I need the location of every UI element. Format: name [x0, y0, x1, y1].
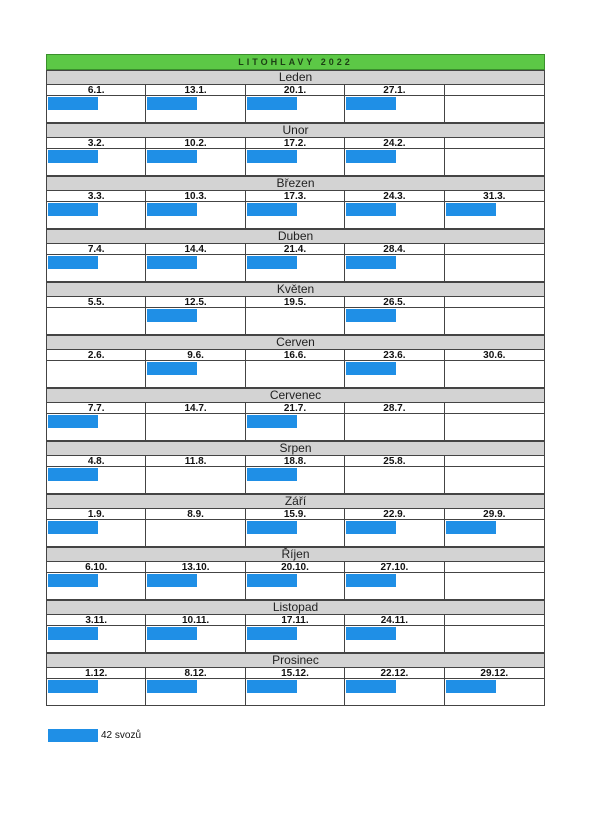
mark-cell	[345, 414, 444, 441]
collection-mark	[147, 309, 197, 322]
mark-cell	[47, 202, 146, 229]
collection-mark	[247, 256, 297, 269]
mark-row	[47, 679, 544, 706]
mark-row	[47, 361, 544, 388]
date-cell	[445, 85, 544, 96]
date-row	[47, 138, 544, 149]
legend-label: 42 svozů	[101, 730, 142, 741]
collection-mark	[446, 203, 496, 216]
date-cell	[445, 244, 544, 255]
mark-cell	[146, 520, 245, 547]
collection-mark	[147, 680, 197, 693]
collection-mark	[247, 680, 297, 693]
mark-cell	[47, 149, 146, 176]
month-name: Cervenec	[47, 388, 544, 403]
mark-cell	[146, 149, 245, 176]
mark-cell	[246, 573, 345, 600]
mark-row	[47, 520, 544, 547]
month-name: Březen	[47, 176, 544, 191]
date-row	[47, 562, 544, 573]
mark-row	[47, 308, 544, 335]
month-name: Září	[47, 494, 544, 509]
date-cell: 2.6.	[47, 350, 146, 361]
month-block	[46, 229, 545, 282]
month-name: Listopad	[47, 600, 544, 615]
mark-cell	[445, 679, 544, 706]
mark-row	[47, 573, 544, 600]
month-block	[46, 282, 545, 335]
month-block	[46, 123, 545, 176]
mark-cell	[345, 679, 444, 706]
legend	[48, 729, 141, 742]
mark-cell	[445, 255, 544, 282]
mark-row	[47, 467, 544, 494]
mark-cell	[345, 149, 444, 176]
schedule-title: LITOHLAVY 2022	[46, 54, 545, 70]
month-name: Leden	[47, 70, 544, 85]
mark-cell	[246, 255, 345, 282]
mark-cell	[445, 520, 544, 547]
mark-cell	[246, 414, 345, 441]
date-cell: 18.8.	[246, 456, 345, 467]
mark-cell	[47, 520, 146, 547]
date-cell: 24.2.	[345, 138, 444, 149]
date-row	[47, 244, 544, 255]
collection-mark	[147, 256, 197, 269]
date-cell: 8.12.	[146, 668, 245, 679]
collection-mark	[346, 627, 396, 640]
mark-cell	[146, 255, 245, 282]
collection-mark	[247, 468, 297, 481]
mark-cell	[47, 308, 146, 335]
date-cell: 12.5.	[146, 297, 245, 308]
date-cell: 15.9.	[246, 509, 345, 520]
collection-mark	[247, 97, 297, 110]
date-cell: 26.5.	[345, 297, 444, 308]
mark-cell	[246, 626, 345, 653]
mark-cell	[445, 96, 544, 123]
date-cell: 28.4.	[345, 244, 444, 255]
date-row	[47, 456, 544, 467]
date-cell: 8.9.	[146, 509, 245, 520]
mark-cell	[345, 626, 444, 653]
collection-mark	[247, 150, 297, 163]
mark-cell	[246, 679, 345, 706]
date-row	[47, 668, 544, 679]
date-cell: 7.7.	[47, 403, 146, 414]
date-cell: 3.11.	[47, 615, 146, 626]
mark-cell	[445, 202, 544, 229]
date-cell: 24.11.	[345, 615, 444, 626]
mark-cell	[345, 467, 444, 494]
mark-cell	[47, 679, 146, 706]
collection-mark	[346, 521, 396, 534]
legend-swatch	[48, 729, 98, 742]
collection-mark	[346, 362, 396, 375]
collection-mark	[446, 680, 496, 693]
month-name: Cerven	[47, 335, 544, 350]
collection-mark	[346, 680, 396, 693]
date-row	[47, 85, 544, 96]
collection-mark	[147, 97, 197, 110]
date-cell: 7.4.	[47, 244, 146, 255]
mark-cell	[47, 361, 146, 388]
month-name: Prosinec	[47, 653, 544, 668]
collection-mark	[48, 468, 98, 481]
mark-row	[47, 149, 544, 176]
date-cell: 21.4.	[246, 244, 345, 255]
mark-row	[47, 202, 544, 229]
mark-cell	[246, 202, 345, 229]
month-block	[46, 441, 545, 494]
date-cell: 27.1.	[345, 85, 444, 96]
date-row	[47, 191, 544, 202]
date-row	[47, 509, 544, 520]
date-cell: 25.8.	[345, 456, 444, 467]
date-row	[47, 350, 544, 361]
mark-row	[47, 96, 544, 123]
month-block	[46, 335, 545, 388]
mark-cell	[47, 573, 146, 600]
collection-mark	[247, 627, 297, 640]
date-row	[47, 615, 544, 626]
collection-mark	[247, 203, 297, 216]
collection-mark	[346, 150, 396, 163]
mark-cell	[445, 467, 544, 494]
collection-mark	[346, 203, 396, 216]
months-container	[46, 70, 545, 706]
mark-cell	[47, 467, 146, 494]
mark-cell	[246, 96, 345, 123]
date-cell: 20.10.	[246, 562, 345, 573]
date-cell: 5.5.	[47, 297, 146, 308]
mark-cell	[345, 202, 444, 229]
date-cell: 13.10.	[146, 562, 245, 573]
mark-row	[47, 255, 544, 282]
collection-mark	[346, 574, 396, 587]
date-cell: 29.9.	[445, 509, 544, 520]
month-name: Říjen	[47, 547, 544, 562]
date-cell: 22.12.	[345, 668, 444, 679]
date-cell: 19.5.	[246, 297, 345, 308]
mark-cell	[246, 361, 345, 388]
mark-cell	[345, 361, 444, 388]
mark-cell	[146, 573, 245, 600]
mark-cell	[445, 308, 544, 335]
mark-cell	[445, 414, 544, 441]
mark-cell	[345, 255, 444, 282]
date-cell: 10.2.	[146, 138, 245, 149]
date-cell: 17.2.	[246, 138, 345, 149]
mark-cell	[445, 149, 544, 176]
mark-cell	[445, 361, 544, 388]
date-row	[47, 403, 544, 414]
date-row	[47, 297, 544, 308]
date-cell	[445, 403, 544, 414]
month-block	[46, 70, 545, 123]
mark-cell	[246, 308, 345, 335]
collection-mark	[446, 521, 496, 534]
mark-cell	[146, 96, 245, 123]
date-cell: 13.1.	[146, 85, 245, 96]
mark-cell	[246, 149, 345, 176]
mark-row	[47, 414, 544, 441]
mark-cell	[345, 308, 444, 335]
mark-cell	[47, 626, 146, 653]
schedule-sheet	[46, 54, 545, 706]
collection-mark	[346, 97, 396, 110]
mark-cell	[47, 414, 146, 441]
collection-mark	[48, 574, 98, 587]
date-cell: 11.8.	[146, 456, 245, 467]
mark-row	[47, 626, 544, 653]
date-cell: 1.9.	[47, 509, 146, 520]
mark-cell	[345, 573, 444, 600]
date-cell: 6.10.	[47, 562, 146, 573]
date-cell: 28.7.	[345, 403, 444, 414]
mark-cell	[345, 96, 444, 123]
month-block	[46, 547, 545, 600]
collection-mark	[48, 521, 98, 534]
collection-mark	[48, 203, 98, 216]
date-cell: 30.6.	[445, 350, 544, 361]
date-cell: 1.12.	[47, 668, 146, 679]
date-cell	[445, 615, 544, 626]
mark-cell	[146, 202, 245, 229]
date-cell: 6.1.	[47, 85, 146, 96]
date-cell: 10.11.	[146, 615, 245, 626]
mark-cell	[146, 308, 245, 335]
collection-mark	[48, 256, 98, 269]
mark-cell	[47, 255, 146, 282]
collection-mark	[147, 627, 197, 640]
date-cell: 3.3.	[47, 191, 146, 202]
mark-cell	[146, 467, 245, 494]
mark-cell	[246, 467, 345, 494]
mark-cell	[146, 679, 245, 706]
date-cell: 24.3.	[345, 191, 444, 202]
collection-mark	[48, 415, 98, 428]
date-cell: 10.3.	[146, 191, 245, 202]
date-cell: 14.7.	[146, 403, 245, 414]
date-cell: 27.10.	[345, 562, 444, 573]
date-cell: 3.2.	[47, 138, 146, 149]
collection-mark	[346, 309, 396, 322]
mark-cell	[146, 626, 245, 653]
mark-cell	[146, 414, 245, 441]
date-cell	[445, 456, 544, 467]
date-cell: 14.4.	[146, 244, 245, 255]
month-name: Duben	[47, 229, 544, 244]
date-cell: 16.6.	[246, 350, 345, 361]
month-name: Květen	[47, 282, 544, 297]
mark-cell	[445, 573, 544, 600]
month-block	[46, 653, 545, 706]
collection-mark	[48, 627, 98, 640]
date-cell: 17.11.	[246, 615, 345, 626]
collection-mark	[147, 150, 197, 163]
collection-mark	[247, 574, 297, 587]
collection-mark	[247, 521, 297, 534]
date-cell: 15.12.	[246, 668, 345, 679]
month-name: Unor	[47, 123, 544, 138]
collection-mark	[247, 415, 297, 428]
date-cell: 4.8.	[47, 456, 146, 467]
date-cell: 31.3.	[445, 191, 544, 202]
mark-cell	[246, 520, 345, 547]
date-cell: 22.9.	[345, 509, 444, 520]
date-cell	[445, 138, 544, 149]
month-name: Srpen	[47, 441, 544, 456]
date-cell: 9.6.	[146, 350, 245, 361]
month-block	[46, 600, 545, 653]
date-cell	[445, 297, 544, 308]
date-cell: 23.6.	[345, 350, 444, 361]
mark-cell	[445, 626, 544, 653]
date-cell: 17.3.	[246, 191, 345, 202]
month-block	[46, 388, 545, 441]
mark-cell	[146, 361, 245, 388]
mark-cell	[47, 96, 146, 123]
collection-mark	[147, 574, 197, 587]
month-block	[46, 494, 545, 547]
collection-mark	[147, 203, 197, 216]
date-cell: 20.1.	[246, 85, 345, 96]
collection-mark	[48, 680, 98, 693]
date-cell: 29.12.	[445, 668, 544, 679]
date-cell	[445, 562, 544, 573]
month-block	[46, 176, 545, 229]
date-cell: 21.7.	[246, 403, 345, 414]
mark-cell	[345, 520, 444, 547]
collection-mark	[48, 97, 98, 110]
collection-mark	[346, 256, 396, 269]
collection-mark	[48, 150, 98, 163]
collection-mark	[147, 362, 197, 375]
